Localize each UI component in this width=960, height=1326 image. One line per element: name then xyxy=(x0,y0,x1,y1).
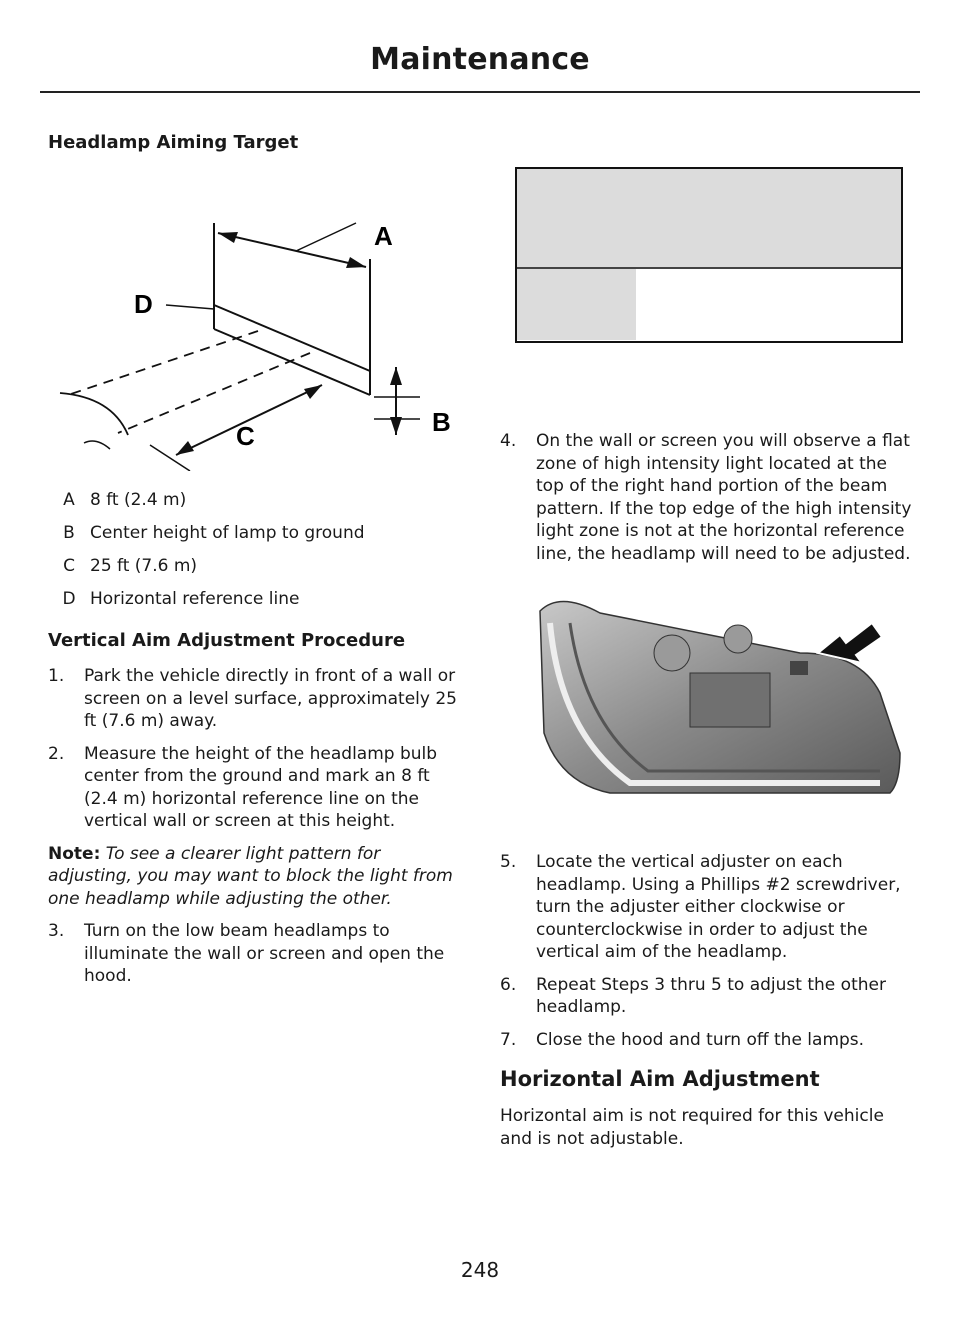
step-text: Park the vehicle directly in front of a wall or screen on a level surface, approximately 25 ft (7.6 m) away. xyxy=(84,666,457,731)
horizontal-aim-heading: Horizontal Aim Adjustment xyxy=(500,1067,820,1091)
diagram-label-b: B xyxy=(432,407,451,437)
step-number: 3. xyxy=(48,921,65,941)
vertical-procedure-heading: Vertical Aim Adjustment Procedure xyxy=(48,630,406,651)
header-divider xyxy=(40,91,920,93)
right-column xyxy=(500,160,920,1150)
legend-value: 8 ft (2.4 m) xyxy=(90,490,187,510)
legend-key: D xyxy=(62,589,76,609)
list-item xyxy=(48,743,468,833)
diagram-legend xyxy=(48,489,468,610)
page-number: 248 xyxy=(460,1258,500,1282)
aiming-target-diagram xyxy=(48,171,468,471)
list-item xyxy=(48,920,468,988)
list-item xyxy=(500,1029,920,1052)
headlamp-assembly-illustration xyxy=(500,583,920,823)
legend-key: B xyxy=(63,523,75,543)
note xyxy=(48,843,468,911)
step-text: Locate the vertical adjuster on each headlamp. Using a Phillips #2 screwdriver, turn the adjuster either clockwise or counterclockwise in order to adjust the vertical aim of the headlamp. xyxy=(536,852,901,962)
legend-row-c xyxy=(48,555,468,577)
note-text: To see a clearer light pattern for adjusting, you may want to block the light from one headlamp while adjusting the other. xyxy=(48,843,453,909)
page-header-title: Maintenance xyxy=(370,42,590,77)
list-item xyxy=(500,851,920,964)
step-number: 7. xyxy=(500,1029,517,1050)
horizontal-aim-text: Horizontal aim is not required for this vehicle and is not adjustable. xyxy=(500,1106,884,1149)
left-column xyxy=(48,132,468,998)
legend-key: C xyxy=(63,556,75,576)
diagram-label-c: C xyxy=(236,421,255,451)
list-item xyxy=(500,430,920,565)
step-text: Turn on the low beam headlamps to illuminate the wall or screen and open the hood. xyxy=(84,921,445,986)
diagram-label-d: D xyxy=(134,289,153,319)
legend-row-d xyxy=(48,588,468,610)
beam-pattern-illustration xyxy=(500,160,920,350)
step-number: 2. xyxy=(48,743,65,764)
step-text: Repeat Steps 3 thru 5 to adjust the other headlamp. xyxy=(536,974,886,1017)
legend-value: 25 ft (7.6 m) xyxy=(90,556,198,576)
step-number: 4. xyxy=(500,431,517,451)
legend-key: A xyxy=(63,490,75,510)
procedure-step-3 xyxy=(48,920,468,988)
procedure-step-4 xyxy=(500,430,920,565)
aiming-target-heading: Headlamp Aiming Target xyxy=(48,132,299,153)
step-text: On the wall or screen you will observe a flat zone of high intensity light located at the top of the right hand portion of the beam pattern. If the top edge of the high intensity light zone is not at the horizontal reference line, the headlamp will need to be adjusted. xyxy=(536,431,912,564)
list-item xyxy=(500,974,920,1019)
step-number: 1. xyxy=(48,666,65,686)
legend-row-a xyxy=(48,489,468,511)
step-number: 5. xyxy=(500,852,517,872)
step-text: Close the hood and turn off the lamps. xyxy=(536,1029,865,1050)
procedure-steps-left xyxy=(48,665,468,833)
list-item xyxy=(48,665,468,733)
diagram-label-a: A xyxy=(374,221,393,251)
step-number: 6. xyxy=(500,974,517,995)
legend-value: Center height of lamp to ground xyxy=(90,523,365,543)
legend-value: Horizontal reference line xyxy=(90,589,300,609)
legend-row-b xyxy=(48,522,468,544)
step-text: Measure the height of the headlamp bulb center from the ground and mark an 8 ft (2.4 m) horizontal reference line on the vertical wall or screen at this height. xyxy=(84,743,438,831)
note-label: Note: xyxy=(48,843,101,864)
procedure-steps-right xyxy=(500,851,920,1051)
